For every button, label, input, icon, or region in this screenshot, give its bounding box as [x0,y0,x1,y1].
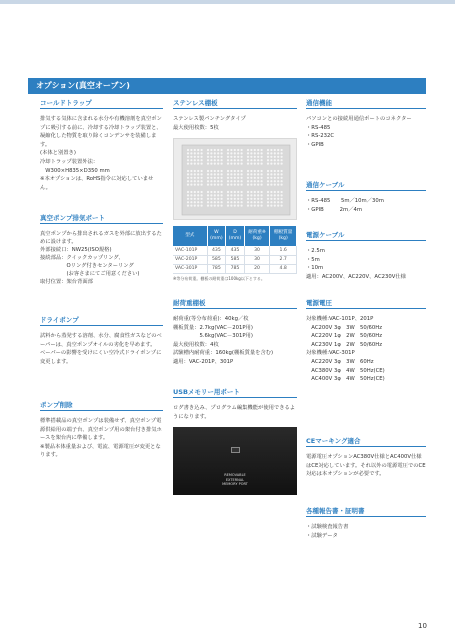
section-dry-pump [40,314,163,366]
section-stainless-shelf [173,97,297,220]
table-cell: 785 [226,264,245,273]
stainless-shelf-body: ステンレス製パンチングタイプ 最大使用枚数：5枚 [173,116,246,131]
table-header: 棚板質量 (kg) [270,226,297,246]
table-cell: 2.7 [270,255,297,264]
section-reports [306,505,426,540]
comm-cable-heading: 通信ケーブル [306,179,426,191]
dry-pump-heading: ドライポンプ [40,314,163,326]
table-cell: 30 [244,246,270,255]
cold-trap-heading: コールドトラップ [40,97,163,109]
table-cell: VAC-301P [173,264,207,273]
table-header: 型式 [173,226,207,246]
table-cell: 435 [226,246,245,255]
pump-removal-heading: ポンプ削除 [40,399,163,411]
section-power-voltage [306,297,426,384]
table-row [173,255,297,264]
table-cell: VAC-201P [173,255,207,264]
stainless-shelf-heading: ステンレス棚板 [173,97,297,109]
heavy-shelf-heading: 耐荷重棚板 [173,297,297,309]
exhaust-port-body: 真空ポンプから排出されるガスを外部に放出するために設けます。 外部接続口：NW25(ISO規格) 接続部品：クイックカップリング、 Oリング付きセンターリング (お客さまにてご用意ください) 取付位置：架台背面部 [40,231,162,285]
table-cell: 435 [207,246,226,255]
heavy-shelf-body: 耐荷重(等分布荷重)：40kg／枚 棚板質量：2.7kg(VAC－201P用) 5.6kg(VAC－301P用) 最大使用枚数：4枚 試験槽内耐荷重：160kg(棚板質量を含む) 適用：VAC-201P、301P [173,316,274,365]
comm-body: パソコンとの接続用通信ポートのコネクター ・RS-485 ・RS-232C ・GPIB [306,116,412,148]
table-row [173,264,297,273]
cold-trap-body: 排気する気体に含まれる水分や有機溶剤を真空ポンプに吸引する前に、冷却する冷却トラップ装置と、凝縮化した物質を取り除くコンデンサを装備します。 (本体と別置き) 冷却トラップ装置外法： W300×H835×D350 mm ※本オプションは、RoHS指令に対応していません。 [40,116,162,191]
top-strip [0,0,455,4]
shelf-spec-table [173,226,297,274]
section-ce [306,435,426,479]
table-cell: 30 [244,255,270,264]
perforated-shelf-graphic [174,139,297,220]
table-cell: 4.8 [270,264,297,273]
table-cell: 1.6 [270,246,297,255]
table-cell: 20 [244,264,270,273]
dry-pump-body: 試料から蒸発する溶剤、水分、腐食性ガスなどのベーパーは、真空ポンプオイルの劣化を早めます。 ベーパーの影響を受けにくい空冷式ドライポンプに変更します。 [40,333,162,365]
usb-slot-icon [231,447,240,453]
power-voltage-body: 対象機種:VAC-101P、201P AC200V 3φ 3W 50/60Hz AC220V 1φ 2W 50/60Hz AC230V 1φ 2W 50/60Hz 対象機種:VAC-301P AC220V 3φ 3W 60Hz AC380V 3φ 4W 50Hz(CE) AC400V 3φ 4W 50Hz(CE) [306,316,385,383]
exhaust-port-heading: 真空ポンプ排気ポート [40,212,163,224]
ce-heading: CEマーキング適合 [306,435,426,447]
power-cable-body: ・2.5m ・5m ・10m 適用：AC200V、AC220V、AC230V仕様 [306,248,406,280]
page-number: 10 [418,622,427,630]
section-cold-trap [40,97,163,192]
usb-panel-label: REMOVABLE EXTERNAL MEMORY PORT [222,473,248,487]
usb-body: ログ書き込み、プログラム編集機能が使用できるようになります。 [173,405,296,420]
table-row [173,246,297,255]
comm-heading: 通信機能 [306,97,426,109]
section-comm-cable [306,179,426,214]
usb-port-image [173,427,297,495]
pump-removal-body: 標準搭載品の真空ポンプは装備せず、真空ポンプ電源供給用の端子台、真空ポンプ用の架台付き排気ホースを架台内に準備します。 ※製品本体重量および、電流、電源電圧が変更となります。 [40,418,162,459]
reports-body: ・試験検査報告書 ・試験データ [306,524,349,539]
section-exhaust-port [40,212,163,286]
reports-heading: 各種報告書・証明書 [306,505,426,517]
section-power-cable [306,229,426,281]
section-pump-removal [40,399,163,460]
section-comm [306,97,426,149]
table-header: D (mm) [226,226,245,246]
ce-body: 電源電圧オプションAC380V仕様とAC400V仕様はCE対応しています。それ以外の電源電圧でのCE対応は本オプションが必要です。 [306,454,426,478]
table-cell: 585 [207,255,226,264]
section-heavy-shelf [173,297,297,367]
power-voltage-heading: 電源電圧 [306,297,426,309]
table-header: W (mm) [207,226,226,246]
page-title: オプション(真空オーブン) [28,78,426,94]
table-cell: VAC-101P [173,246,207,255]
table-cell: 585 [226,255,245,264]
usb-heading: USBメモリー用ポート [173,386,297,398]
table-note: ※等分布荷重。棚板の耐荷重は100kg以下とする。 [173,275,265,281]
perforated-shelf-image [173,138,297,220]
table-cell: 785 [207,264,226,273]
section-usb [173,386,297,495]
section-shelf-table [173,220,297,282]
table-header-row [173,226,297,246]
comm-cable-body: ・RS-485 5m／10m／30m ・GPIB 2m／4m [306,198,384,213]
power-cable-heading: 電源ケーブル [306,229,426,241]
table-header: 耐荷重※ (kg) [244,226,270,246]
